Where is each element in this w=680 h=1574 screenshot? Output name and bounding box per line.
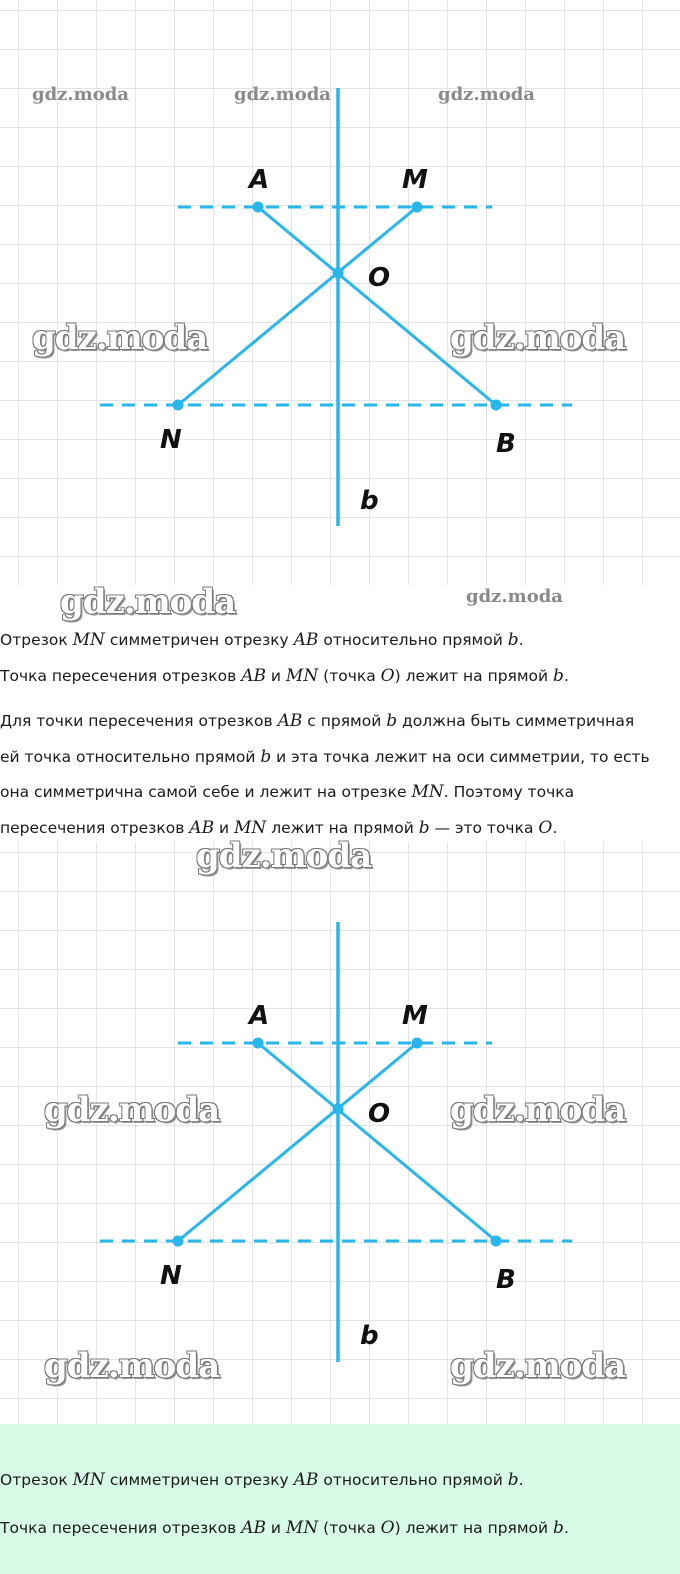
point-n (173, 1236, 184, 1247)
label-a: A (249, 165, 270, 195)
label-b-point: B (496, 1265, 516, 1295)
label-n: N (160, 425, 182, 455)
watermark: gdz.moda (450, 1346, 626, 1386)
watermark: gdz.moda (32, 318, 208, 358)
diagram-panel-1 (0, 0, 680, 585)
answer-block (0, 1424, 680, 1574)
segment-ab (258, 207, 496, 405)
label-o: O (368, 1099, 391, 1129)
segment-mn (178, 207, 417, 405)
paragraph-3-line-1: Для точки пересечения отрезков AB с прямой b должна быть симметричная (0, 711, 635, 731)
label-b-axis: b (360, 1321, 379, 1351)
point-o (333, 1104, 344, 1115)
watermark: gdz.moda (44, 1090, 220, 1130)
label-b-point: B (496, 429, 516, 459)
watermark: gdz.moda (60, 582, 236, 622)
label-b-axis: b (360, 486, 379, 516)
point-m (412, 1038, 423, 1049)
paragraph-2: Точка пересечения отрезков AB и MN (точка O) лежит на прямой b. (0, 666, 569, 686)
point-b (491, 1236, 502, 1247)
segment-mn (178, 1043, 417, 1241)
watermark: gdz.moda (234, 84, 331, 105)
watermark: gdz.moda (450, 318, 626, 358)
label-o: O (368, 263, 391, 293)
answer-paragraph-2: Точка пересечения отрезков AB и MN (точка O) лежит на прямой b. (0, 1518, 569, 1538)
watermark: gdz.moda (466, 586, 563, 607)
point-o (333, 268, 344, 279)
paragraph-3-line-4: пересечения отрезков AB и MN лежит на прямой b — это точка O. (0, 818, 558, 838)
point-m (412, 202, 423, 213)
label-m: M (402, 1001, 428, 1031)
symmetry-diagram-2 (0, 842, 680, 1424)
paragraph-1: Отрезок MN симметричен отрезку AB относительно прямой b. (0, 630, 524, 650)
point-a (253, 202, 264, 213)
point-b (491, 400, 502, 411)
label-m: M (402, 165, 428, 195)
answer-paragraph-1: Отрезок MN симметричен отрезку AB относительно прямой b. (0, 1470, 524, 1490)
diagram-panel-2 (0, 836, 680, 1424)
paragraph-3-line-3: она симметрична самой себе и лежит на отрезке MN. Поэтому точка (0, 782, 575, 802)
segment-ab (258, 1043, 496, 1241)
watermark: gdz.moda (438, 84, 535, 105)
point-a (253, 1038, 264, 1049)
watermark: gdz.moda (32, 84, 129, 105)
paragraph-3-line-2: ей точка относительно прямой b и эта точка лежит на оси симметрии, то есть (0, 747, 650, 767)
point-n (173, 400, 184, 411)
watermark: gdz.moda (44, 1346, 220, 1386)
watermark: gdz.moda (450, 1090, 626, 1130)
label-a: A (249, 1001, 270, 1031)
watermark: gdz.moda (196, 836, 372, 876)
label-n: N (160, 1261, 182, 1291)
